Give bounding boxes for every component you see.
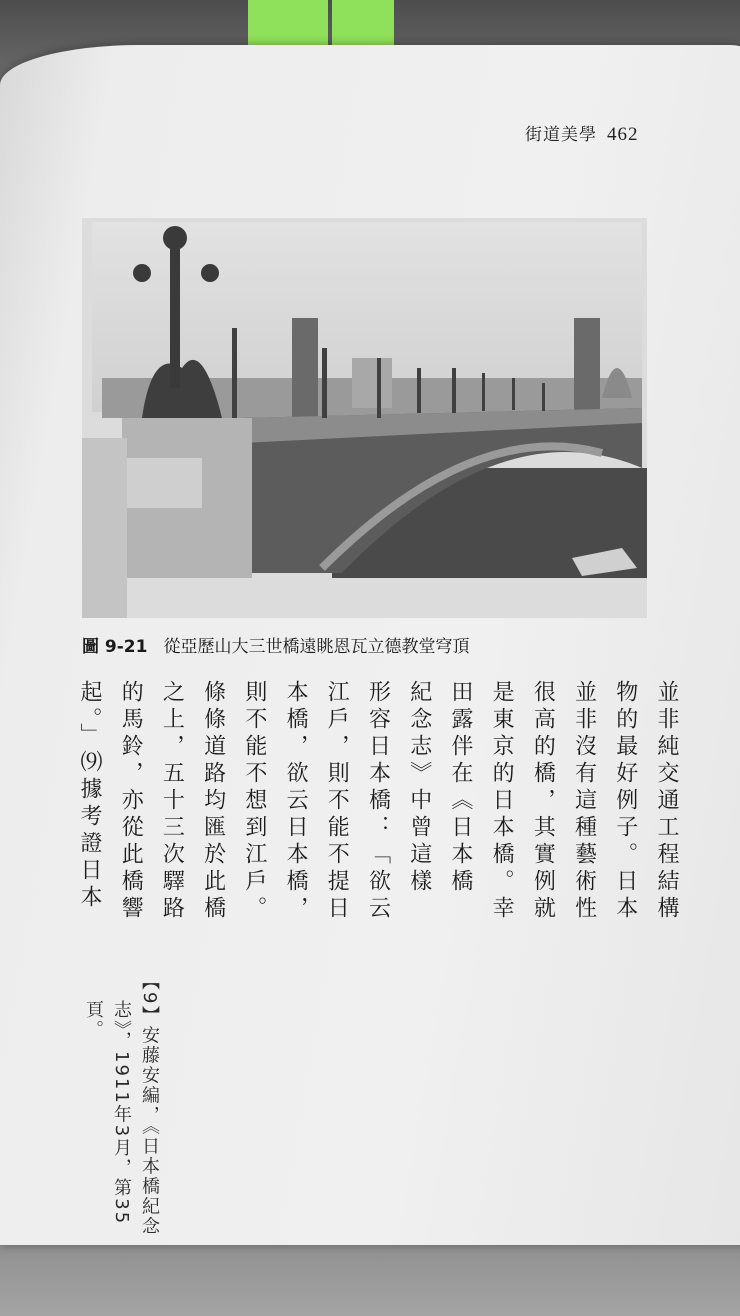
sticky-tab [332,0,394,50]
text-column: 物的最好例子。日本 [612,680,638,923]
text-column: 並非沒有這種藝術性 [571,680,597,923]
footnote-column: 【9】安藤安編，《日本橋紀念 [139,972,160,1237]
text-column: 形容日本橋：「欲云 [365,680,391,923]
text-column: 本橋，欲云日本橋， [283,680,309,923]
running-header [525,120,639,146]
bridge-photo [82,218,647,618]
text-column: 很高的橋，其實例就 [530,680,556,923]
text-column: 的馬鈴，亦從此橋響 [118,680,144,923]
footnote-column: 頁。 [83,1000,104,1040]
footnote-column: 志》，1911年3月，第35 [111,1000,132,1226]
figure-caption-text: 從亞歷山大三世橋遠眺恩瓦立德教堂穹頂 [163,637,470,657]
figure-caption [82,632,469,657]
text-column: 起。」⑼據考證日本 [77,680,102,912]
text-column: 之上，五十三次驛路 [159,680,185,923]
figure-label: 圖 9-21 [82,637,148,657]
section-title: 街道美學 [525,125,597,145]
text-column: 江戶，則不能不提日 [324,680,350,923]
sticky-tab [248,0,328,46]
text-column: 田露伴在《日本橋 [447,680,473,896]
text-column: 是東京的日本橋。幸 [489,680,515,923]
text-column: 紀念志》中曾這樣 [406,680,432,896]
page-number: 462 [607,124,639,145]
text-column: 條條道路均匯於此橋 [200,680,226,923]
text-column: 則不能不想到江戶。 [241,680,267,923]
text-column: 並非純交通工程結構 [654,680,679,923]
